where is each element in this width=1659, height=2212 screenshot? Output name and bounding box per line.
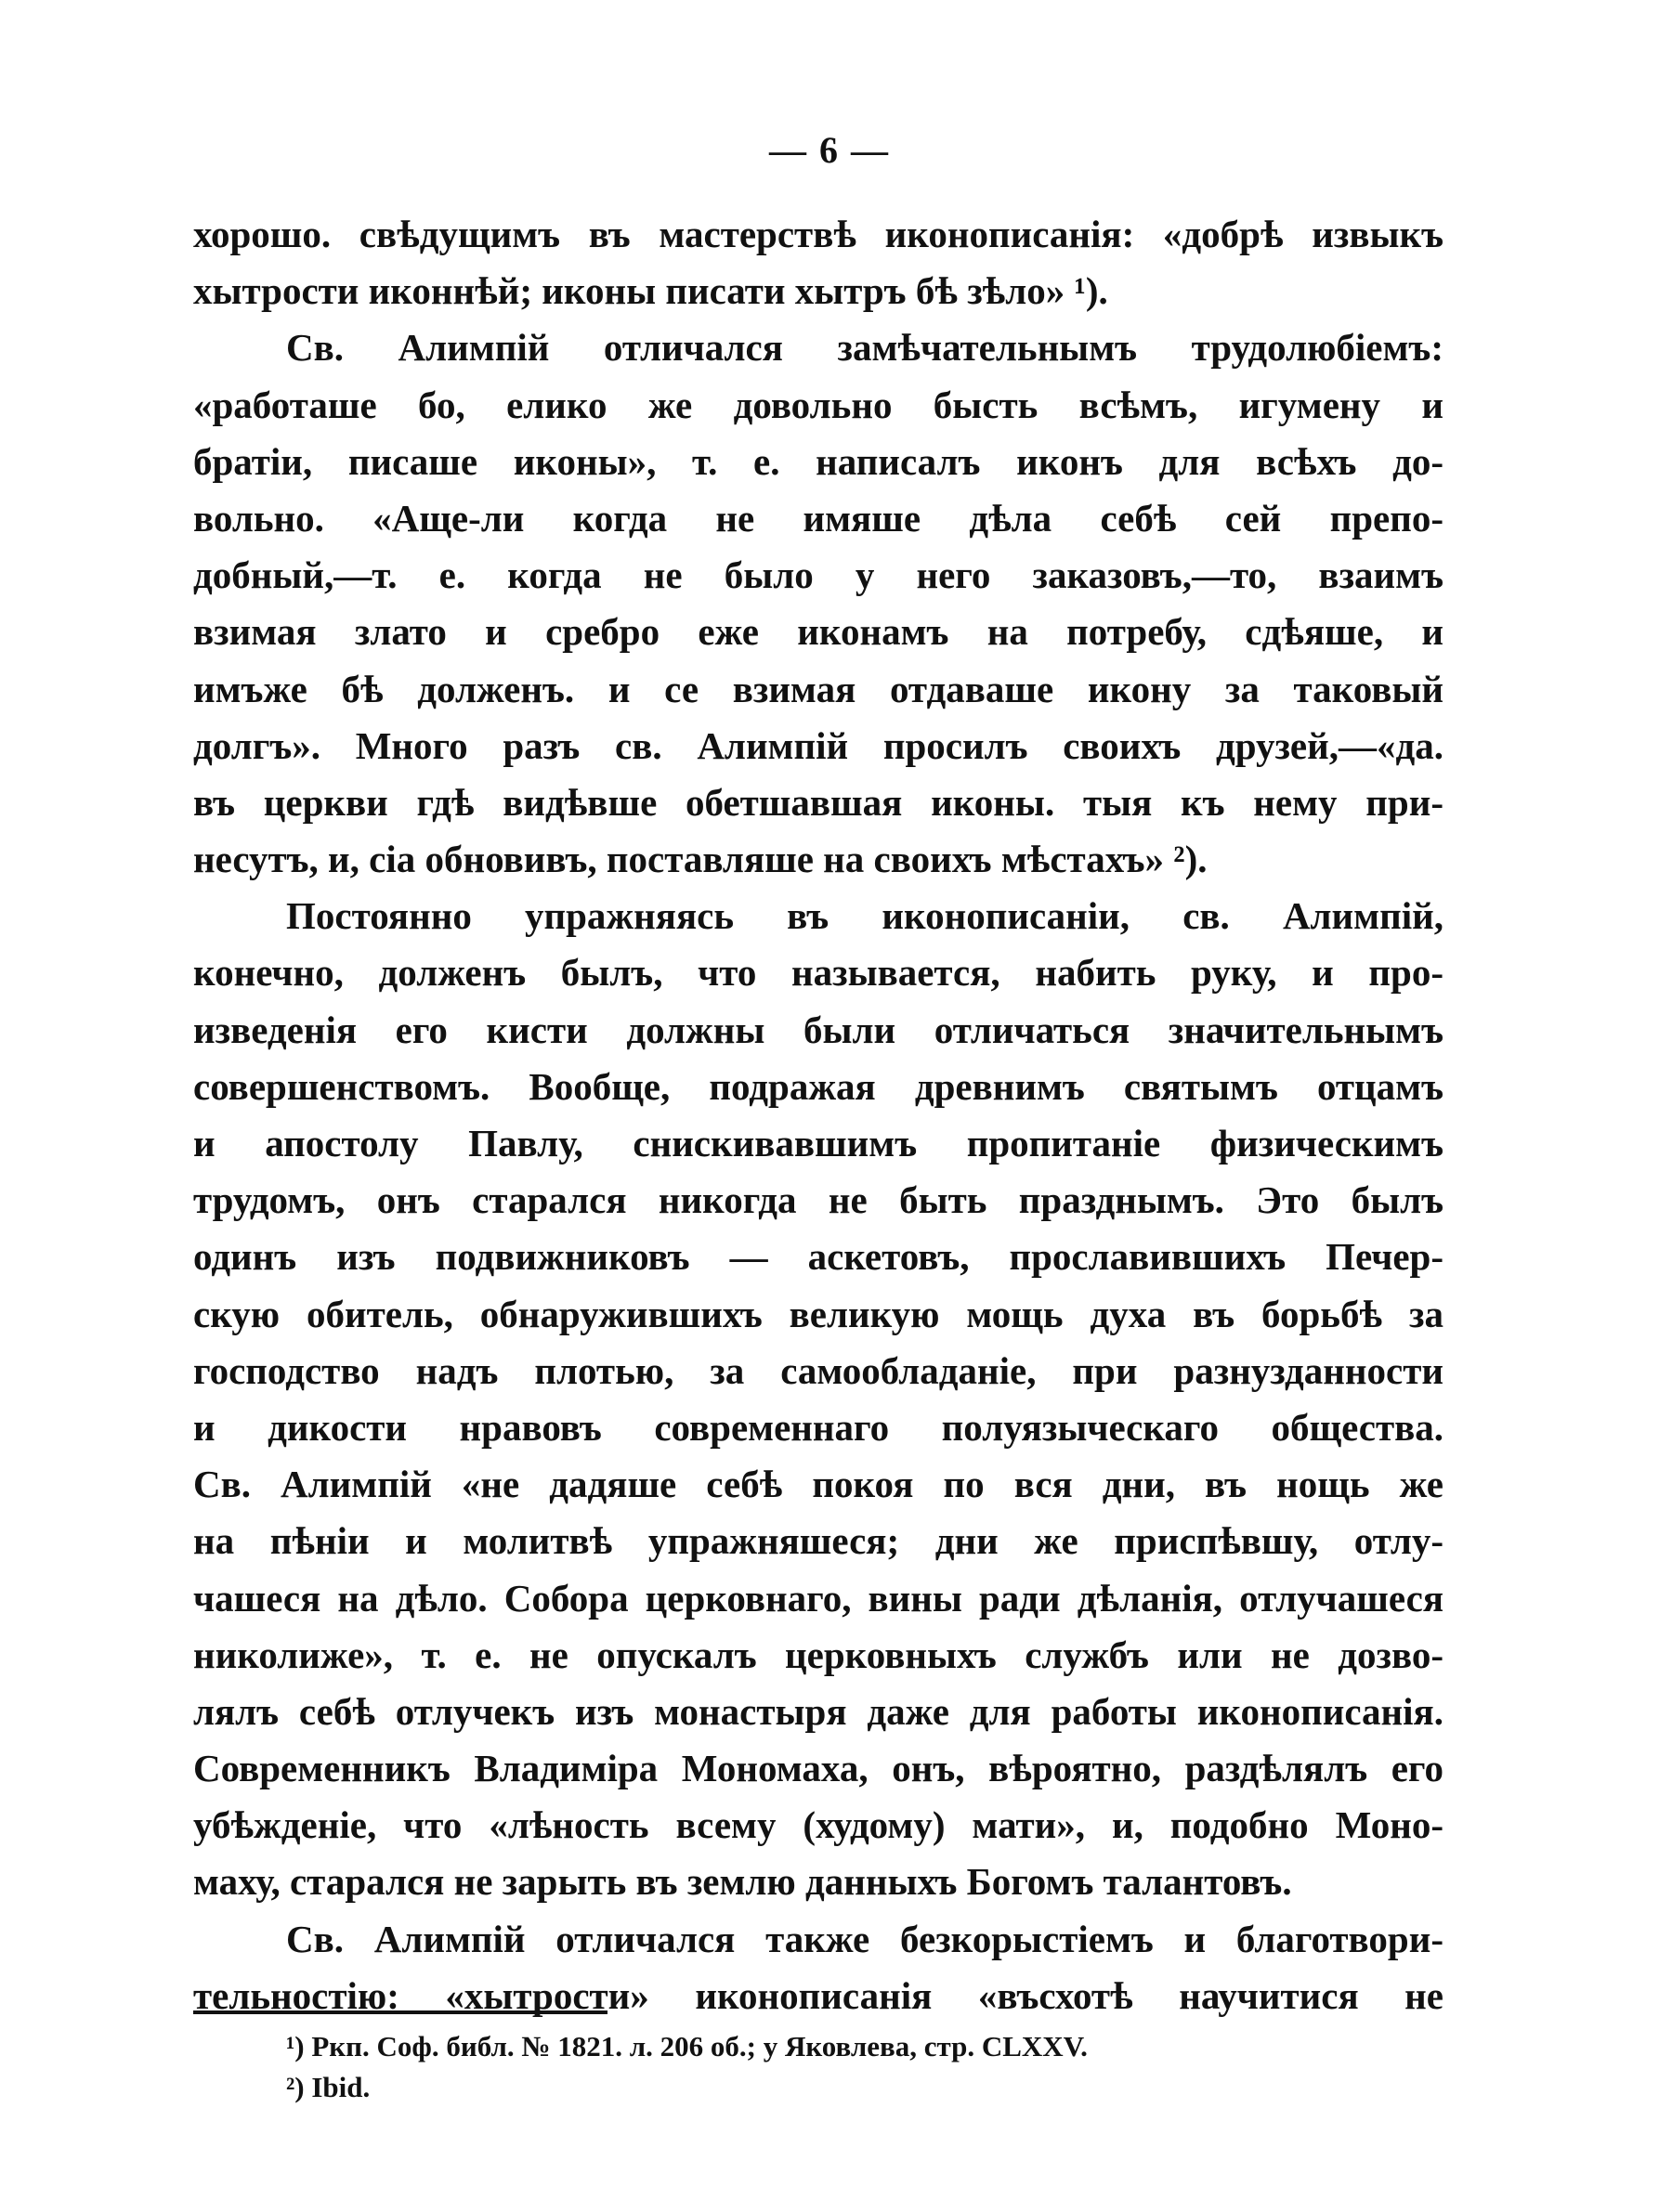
footnote: ²) Ibid. — [286, 2071, 371, 2103]
text-line: Св. Алимпій «не дадяше себѣ покоя по вся дни, въ нощь же — [193, 1463, 1443, 1506]
footnotes — [286, 2026, 1443, 2108]
text-line: имъже бѣ долженъ. и се взимая отдаваше икону за таковый — [193, 667, 1443, 710]
text-line: Св. Алимпій отличался замѣчательнымъ трудолюбіемъ: — [286, 326, 1443, 370]
text-line: тельностію: «хытрости» иконописанія «въсхотѣ научитися не — [193, 1973, 1443, 2017]
footnote-divider — [193, 2010, 607, 2014]
text-line: совершенствомъ. Вообще, подражая древнимъ святымъ отцамъ — [193, 1064, 1443, 1108]
text-line: братіи, писаше иконы», т. е. написалъ иконъ для всѣхъ до- — [193, 439, 1443, 483]
text-line: конечно, долженъ былъ, что называется, набить руку, и про- — [193, 951, 1443, 995]
text-line: хытрости иконнѣй; иконы писати хытръ бѣ зѣло» ¹). — [193, 269, 1108, 313]
text-line: долгъ». Много разъ св. Алимпій просилъ своихъ друзей,—«да. — [193, 723, 1443, 767]
text-line: вольно. «Аще-ли когда не имяше дѣла себѣ сей препо- — [193, 496, 1443, 540]
text-line: николиже», т. е. не опускалъ церковныхъ службъ или не дозво- — [193, 1633, 1443, 1676]
text-line: Современникъ Владиміра Мономаха, онъ, вѣроятно, раздѣлялъ его — [193, 1747, 1443, 1790]
text-line: «работаше бо, елико же довольно бысть всѣмъ, игумену и — [193, 383, 1443, 426]
text-line: взимая злато и сребро еже иконамъ на потребу, сдѣяше, и — [193, 610, 1443, 654]
text-line: на пѣніи и молитвѣ упражняшеся; дни же приспѣвшу, отлу- — [193, 1519, 1443, 1563]
text-line: несутъ, и, сіа обновивъ, поставляше на своихъ мѣстахъ» ²). — [193, 838, 1208, 881]
text-line: и апостолу Павлу, снискивавшимъ пропитаніе физическимъ — [193, 1122, 1443, 1165]
text-line: изведенія его кисти должны были отличаться значительнымъ — [193, 1008, 1443, 1051]
text-line: убѣжденіе, что «лѣность всему (худому) мати», и, подобно Моно- — [193, 1803, 1443, 1847]
page-number: — 6 — — [769, 129, 890, 171]
text-line: маху, старался не зарыть въ землю данныхъ Богомъ талантовъ. — [193, 1860, 1292, 1904]
text-line: въ церкви гдѣ видѣвше обетшавшая иконы. тыя къ нему при- — [193, 780, 1443, 824]
text-line: Постоянно упражняясь въ иконописаніи, св. Алимпій, — [286, 894, 1443, 938]
text-line: трудомъ, онъ старался никогда не быть празднымъ. Это былъ — [193, 1178, 1443, 1222]
text-line: лялъ себѣ отлучекъ изъ монастыря даже для работы иконописанія. — [193, 1689, 1443, 1733]
text-line: скую обитель, обнаружившихъ великую мощь духа въ борьбѣ за — [193, 1292, 1443, 1335]
text-line: чашеся на дѣло. Собора церковнаго, вины ради дѣланія, отлучашеся — [193, 1576, 1443, 1620]
text-line: добный,—т. е. когда не было у него заказовъ,—то, взаимъ — [193, 553, 1443, 597]
footnote: ¹) Ркп. Соф. библ. № 1821. л. 206 об.; у Яковлева, стр. CLXXV. — [286, 2030, 1088, 2062]
text-line: Св. Алимпій отличался также безкорыстіемъ и благотвори- — [286, 1917, 1443, 1960]
text-line: хорошо. свѣдущимъ въ мастерствѣ иконописанія: «добрѣ извыкъ — [193, 213, 1443, 255]
text-line: господство надъ плотью, за самообладаніе, при разнузданности — [193, 1348, 1443, 1392]
body-text — [193, 206, 1443, 2024]
text-line: и дикости нравовъ современнаго полуязыческаго общества. — [193, 1405, 1443, 1449]
text-line: одинъ изъ подвижниковъ — аскетовъ, прославившихъ Печер- — [193, 1235, 1443, 1279]
